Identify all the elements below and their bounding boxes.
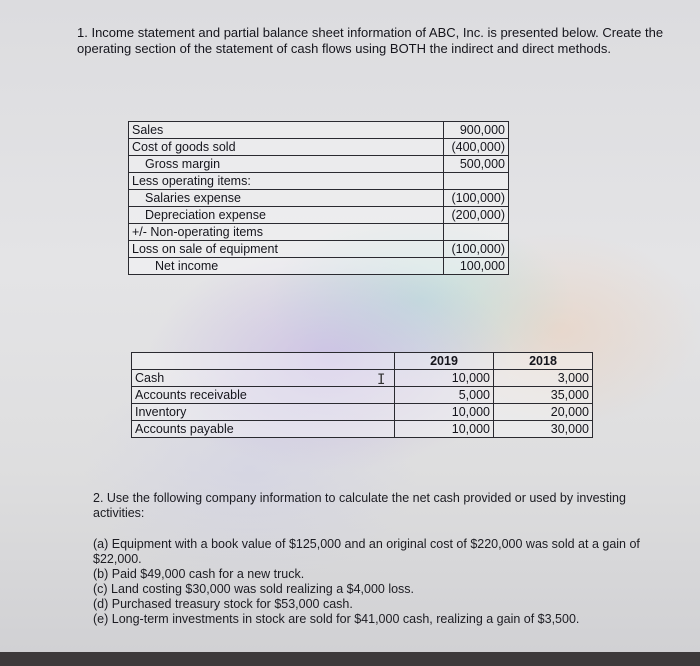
value-2018: 35,000 bbox=[494, 387, 593, 404]
balance-sheet-table bbox=[131, 352, 593, 438]
row-label: Salaries expense bbox=[129, 190, 444, 207]
value-2019: 10,000 bbox=[395, 404, 494, 421]
list-item: (b) Paid $49,000 cash for a new truck. bbox=[93, 567, 305, 581]
value-2018: 30,000 bbox=[494, 421, 593, 438]
table-row bbox=[129, 207, 509, 224]
table-row bbox=[132, 370, 593, 387]
question-2-items bbox=[93, 537, 653, 627]
table-row bbox=[129, 122, 509, 139]
table-row bbox=[129, 224, 509, 241]
row-amount: 500,000 bbox=[444, 156, 509, 173]
table-row bbox=[129, 173, 509, 190]
row-label: Less operating items: bbox=[129, 173, 444, 190]
row-label: Net income bbox=[129, 258, 444, 275]
question-1-text: 1. Income statement and partial balance sheet information of ABC, Inc. is presented below. Create the operating section of the statement of cash flows using BOTH the indirect and direct methods. bbox=[77, 25, 664, 56]
row-amount bbox=[444, 173, 509, 190]
row-label: Cost of goods sold bbox=[129, 139, 444, 156]
income-statement-table bbox=[128, 121, 509, 275]
header-empty-cell bbox=[132, 353, 395, 370]
row-label: Loss on sale of equipment bbox=[129, 241, 444, 258]
column-header-2018: 2018 bbox=[494, 353, 593, 370]
row-label: Accounts receivable bbox=[132, 387, 395, 404]
table-row bbox=[132, 404, 593, 421]
row-amount bbox=[444, 224, 509, 241]
table-row bbox=[132, 421, 593, 438]
table-row bbox=[132, 387, 593, 404]
row-amount: (100,000) bbox=[444, 190, 509, 207]
column-header-2019: 2019 bbox=[395, 353, 494, 370]
row-amount: 100,000 bbox=[444, 258, 509, 275]
list-item: (e) Long-term investments in stock are sold for $41,000 cash, realizing a gain of $3,500. bbox=[93, 612, 580, 626]
row-amount: (100,000) bbox=[444, 241, 509, 258]
value-2019: 10,000 bbox=[395, 421, 494, 438]
list-item: (d) Purchased treasury stock for $53,000 cash. bbox=[93, 597, 353, 611]
value-2019: 5,000 bbox=[395, 387, 494, 404]
row-label: Inventory bbox=[132, 404, 395, 421]
table-row bbox=[129, 190, 509, 207]
table-row bbox=[129, 139, 509, 156]
value-2018: 3,000 bbox=[494, 370, 593, 387]
table-row bbox=[129, 241, 509, 258]
row-label: Depreciation expense bbox=[129, 207, 444, 224]
row-label: +/- Non-operating items bbox=[129, 224, 444, 241]
row-label: Cash bbox=[132, 370, 395, 387]
row-amount: (200,000) bbox=[444, 207, 509, 224]
list-item: (c) Land costing $30,000 was sold realizing a $4,000 loss. bbox=[93, 582, 415, 596]
row-label: Sales bbox=[129, 122, 444, 139]
list-item: (a) Equipment with a book value of $125,000 and an original cost of $220,000 was sold at a gain of $22,000. bbox=[93, 537, 640, 566]
table-row bbox=[129, 156, 509, 173]
row-amount: (400,000) bbox=[444, 139, 509, 156]
text-cursor-icon: I bbox=[377, 372, 386, 388]
row-amount: 900,000 bbox=[444, 122, 509, 139]
table-row bbox=[129, 258, 509, 275]
row-label: Gross margin bbox=[129, 156, 444, 173]
table-header-row bbox=[132, 353, 593, 370]
value-2018: 20,000 bbox=[494, 404, 593, 421]
value-2019: 10,000 bbox=[395, 370, 494, 387]
row-label: Accounts payable bbox=[132, 421, 395, 438]
question-2-text: 2. Use the following company information to calculate the net cash provided or used by investing activities: bbox=[93, 491, 626, 520]
screen-bezel bbox=[0, 652, 700, 666]
